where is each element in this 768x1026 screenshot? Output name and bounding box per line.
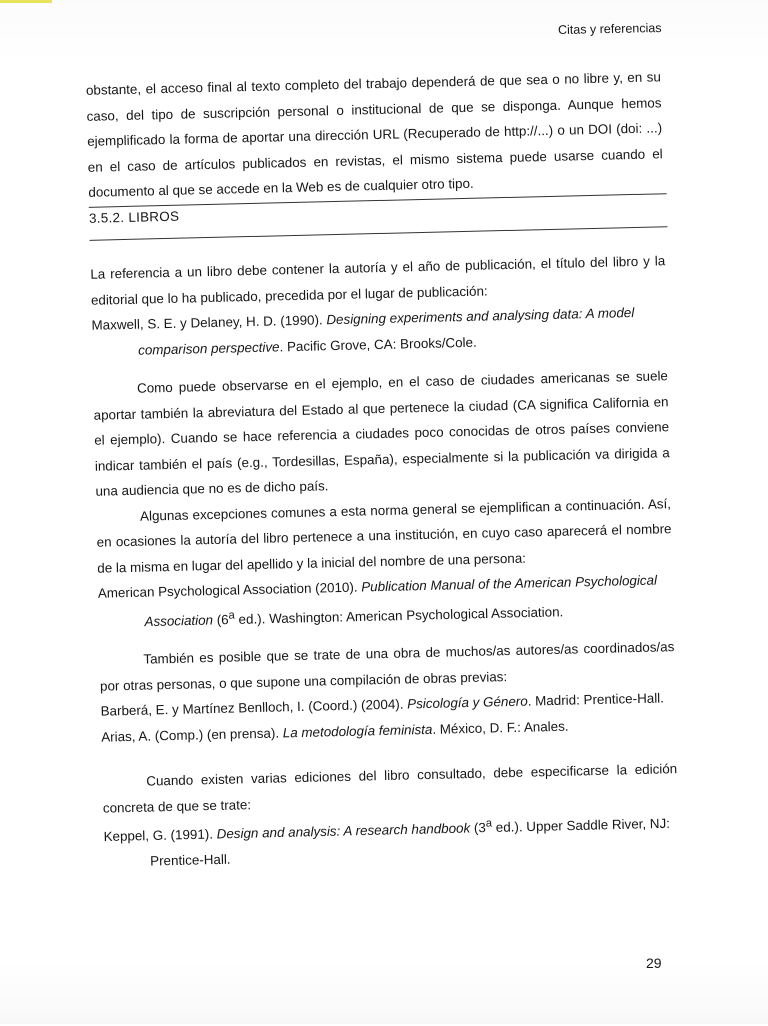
ref-title: Psicología y Género <box>407 694 528 712</box>
paragraph-ciudades: Como puede observarse en el ejemplo, en el caso de ciudades americanas se suele aportar también la abreviatura del Estado al que pertenece la ciudad (CA significa California en el ejemplo). Cuando se hace referencia a ciudades poco conocidas de otros países conviene indicar también el país (e.g., Tordesillas, España), especialmente si la publicación va dirigida a una audiencia que no es de dicho país. <box>93 368 670 499</box>
ref-edition-sup: a <box>485 817 493 831</box>
intro-paragraph-block <box>86 64 664 205</box>
ref-authors: Barberá, E. y Martínez Benlloch, I. (Coord.) (2004). <box>100 696 408 720</box>
paragraph-compilacion: También es posible que se trate de una obra de muchos/as autores/as coordinados/as por otras personas, o que supone una compilación de obras previas: <box>99 639 675 694</box>
section-rule-bottom <box>90 226 668 241</box>
ref-title: Design and analysis: A research handbook <box>216 820 471 842</box>
ref-publisher: ed.). Upper Saddle River, NJ: Prentice-Hall. <box>150 816 671 869</box>
paragraph-ediciones: Cuando existen varias ediciones del libro consultado, debe especificarse la edición concreta de que se trate: <box>102 761 678 816</box>
ref-publisher: ed.). Washington: American Psychological Association. <box>234 603 564 627</box>
ref-publisher: . Madrid: Prentice-Hall. <box>527 690 665 710</box>
intro-paragraph: obstante, el acceso final al texto completo del trabajo dependerá de que sea o no libre y, en su caso, del tipo de suscripción personal o institucional de que se disponga. Aunque hemos ejemplificado la forma de aportar una dirección URL (Recuperado de http://...) o un DOI (doi: ...) en el caso de artículos publicados en revistas, el mismo sistema puede usarse cuando el documento al que se accede en la Web es de cualquier otro tipo. <box>85 69 663 200</box>
ref-authors: Arias, A. (Comp.) (en prensa). <box>101 725 283 745</box>
ref-title: Designing experiments and analysing data: A model comparison perspective <box>137 305 635 358</box>
ref-publisher: . Pacific Grove, CA: Brooks/Cole. <box>279 334 477 354</box>
ref-title: Publication Manual of the American Psychological Association <box>144 572 658 629</box>
ref-edition-open: (3 <box>470 820 487 836</box>
paragraph-excepciones: Algunas excepciones comunes a esta norma general se ejemplifican a continuación. Así, en ocasiones la autoría del libro pertenece a una institución, en cuyo caso aparecerá el nombre de la misma en lugar del apellido y la inicial del nombre de una persona: <box>96 495 672 576</box>
running-header: Citas y referencias <box>558 21 663 37</box>
ref-authors: American Psychological Association (2010). <box>97 579 362 601</box>
page-number: 29 <box>646 955 662 971</box>
paragraph-libros-intro: La referencia a un libro debe contener la autoría y el año de publicación, el título del libro y la editorial que lo ha publicado, precedida por el lugar de publicación: <box>90 253 666 308</box>
body-text <box>90 248 679 875</box>
ref-publisher: . México, D. F.: Anales. <box>432 718 569 737</box>
ref-edition-open: (6 <box>212 611 229 627</box>
ref-edition-sup: a <box>228 609 235 622</box>
ref-authors: Keppel, G. (1991). <box>103 826 217 845</box>
ref-authors: Maxwell, S. E. y Delaney, H. D. (1990). <box>91 312 327 333</box>
ref-title: La metodología feminista <box>282 721 433 741</box>
section-heading: 3.5.2. LIBROS <box>88 208 180 226</box>
